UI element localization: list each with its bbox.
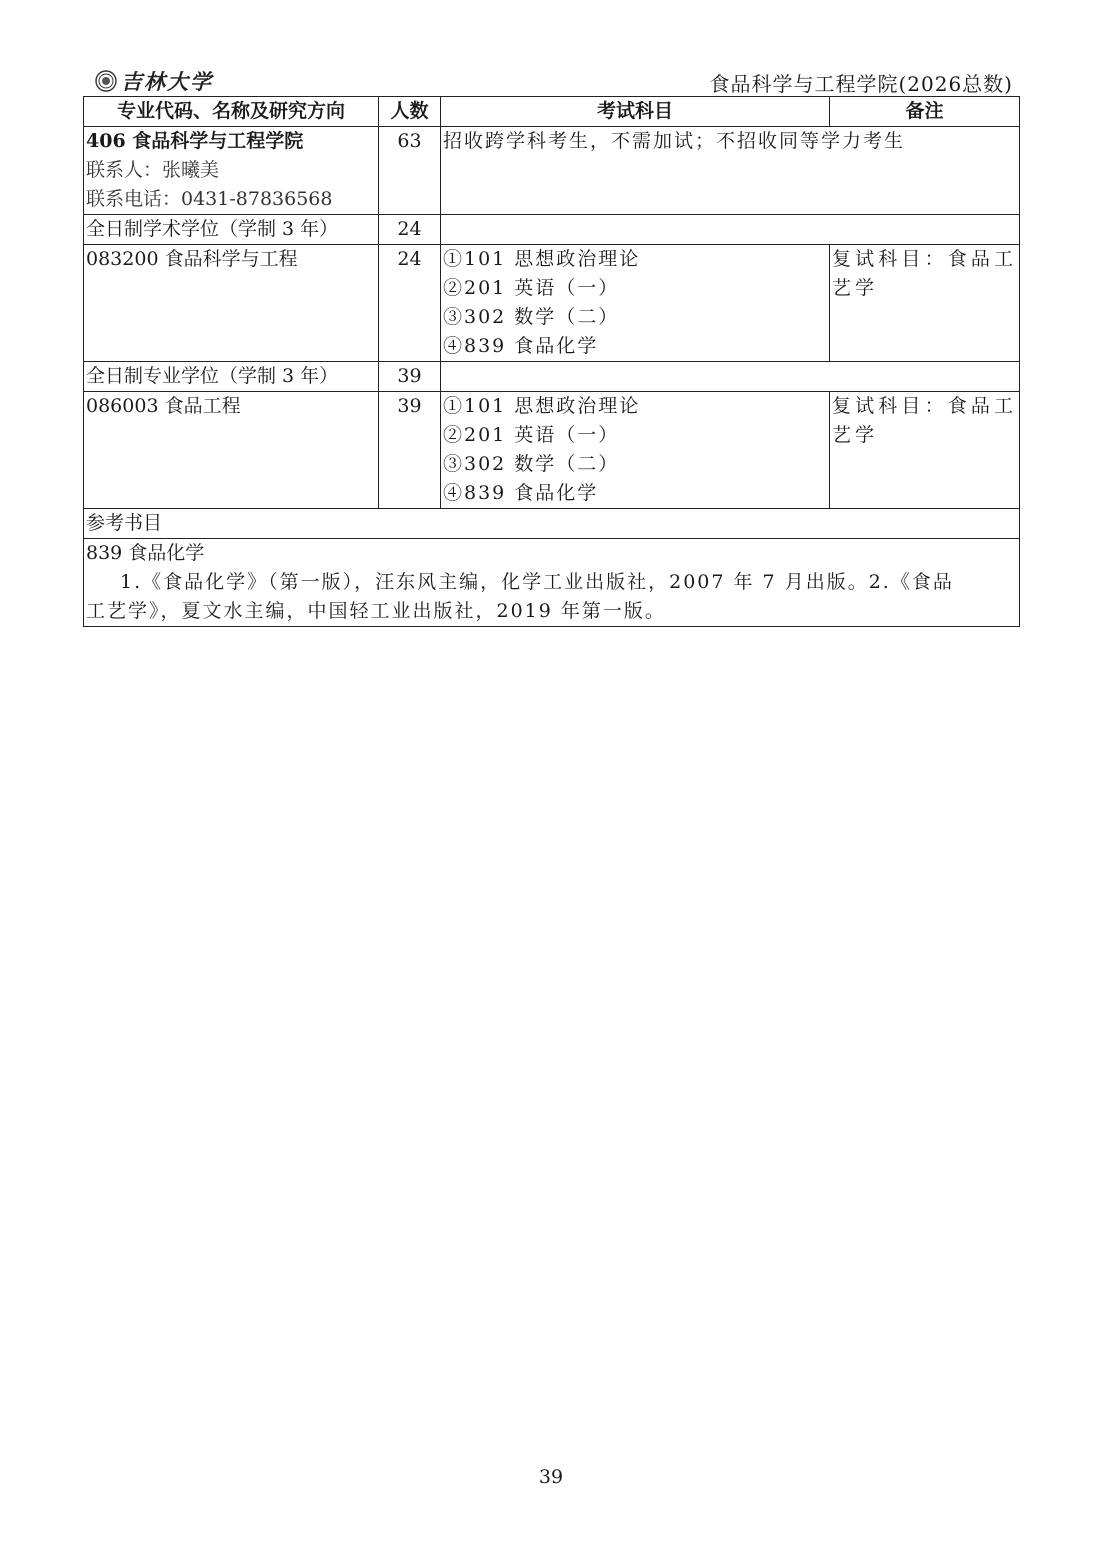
exam-subject: ①101 思想政治理论 <box>443 395 641 417</box>
university-name: 吉林大学 <box>121 69 213 94</box>
exam-subjects <box>441 245 830 362</box>
exam-subject: ②201 英语（一） <box>443 277 620 299</box>
column-header-subjects: 考试科目 <box>441 97 830 127</box>
column-header-program: 专业代码、名称及研究方向 <box>84 97 379 127</box>
exam-subject: ①101 思想政治理论 <box>443 248 641 270</box>
section-title: 全日制专业学位（学制 3 年） <box>84 362 379 392</box>
exam-subject: ④839 食品化学 <box>443 335 599 357</box>
reference-line: 工艺学》，夏文水主编，中国轻工业出版社，2019 年第一版。 <box>86 600 666 622</box>
program-count: 24 <box>379 245 441 362</box>
section-row <box>84 362 1020 392</box>
reference-line: 1.《食品化学》（第一版），汪东风主编，化学工业出版社，2007 年 7 月出版。2.《食品 <box>120 571 954 593</box>
exam-subject: ③302 数学（二） <box>443 306 620 328</box>
exam-subjects <box>441 392 830 509</box>
contact-person: 联系人：张曦美 <box>86 159 220 181</box>
section-empty-cell <box>441 362 1020 392</box>
page-header <box>83 62 1019 96</box>
column-header-remarks: 备注 <box>830 97 1020 127</box>
page-number: 39 <box>538 1466 564 1488</box>
section-count: 39 <box>379 362 441 392</box>
references-header-row <box>84 509 1020 539</box>
exam-subject: ④839 食品化学 <box>443 482 599 504</box>
reference-subject: 839 食品化学 <box>86 542 205 564</box>
references-row <box>84 539 1020 627</box>
program-name: 083200 食品科学与工程 <box>84 245 379 362</box>
references-title: 参考书目 <box>84 509 1020 539</box>
header-title: 食品科学与工程学院(2026总数) <box>709 72 1013 96</box>
section-count: 24 <box>379 215 441 245</box>
program-remark: 复试科目：食品工艺学 <box>830 245 1020 362</box>
section-empty-cell <box>441 215 1020 245</box>
contact-phone: 联系电话：0431-87836568 <box>86 188 333 210</box>
college-name: 406 食品科学与工程学院 <box>86 130 304 152</box>
program-row <box>84 392 1020 509</box>
references-cell <box>84 539 1020 627</box>
university-seal-icon <box>95 70 117 92</box>
program-remark: 复试科目：食品工艺学 <box>830 392 1020 509</box>
exam-subject: ②201 英语（一） <box>443 424 620 446</box>
program-name: 086003 食品工程 <box>84 392 379 509</box>
exam-subject: ③302 数学（二） <box>443 453 620 475</box>
column-header-count: 人数 <box>379 97 441 127</box>
college-note: 招收跨学科考生，不需加试；不招收同等学力考生 <box>441 127 1020 215</box>
college-row <box>84 127 1020 215</box>
program-count: 39 <box>379 392 441 509</box>
program-row <box>84 245 1020 362</box>
section-title: 全日制学术学位（学制 3 年） <box>84 215 379 245</box>
table-header-row <box>84 97 1020 127</box>
college-info-cell <box>84 127 379 215</box>
section-row <box>84 215 1020 245</box>
university-logo <box>95 68 213 94</box>
college-count: 63 <box>379 127 441 215</box>
admissions-table <box>83 96 1020 627</box>
